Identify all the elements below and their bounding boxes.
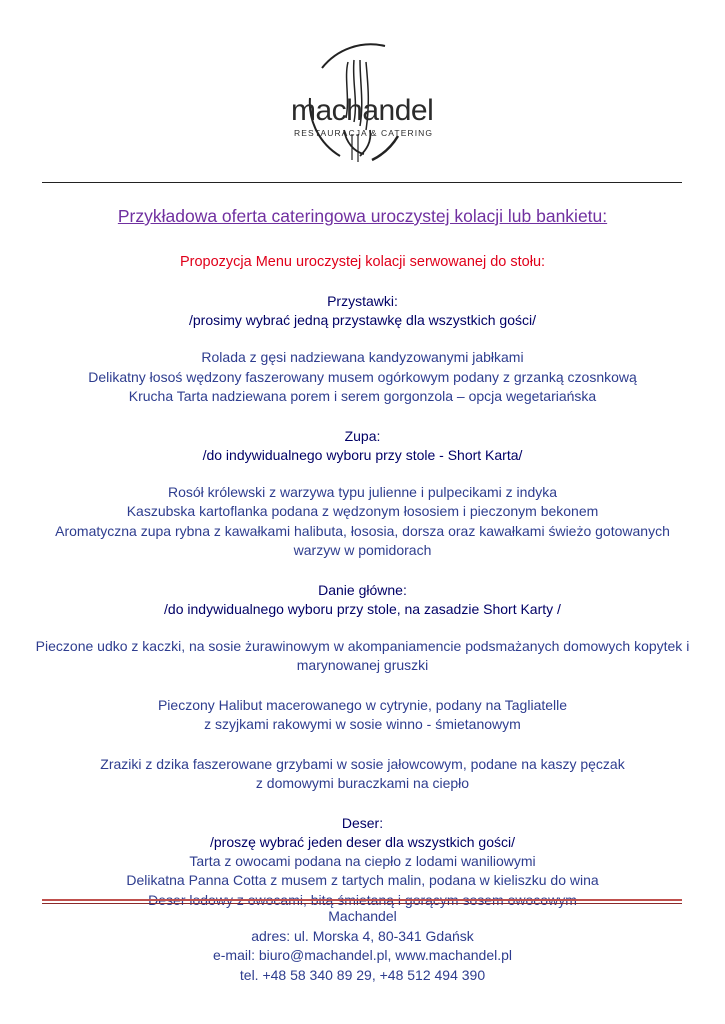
- menu-item: Krucha Tarta nadziewana porem i serem gorgonzola – opcja wegetariańska: [128, 388, 597, 404]
- section-heading: Przystawki:: [327, 293, 398, 309]
- menu-content: [30, 204, 695, 910]
- menu-item: warzyw w pomidorach: [293, 542, 432, 558]
- footer-address: adres: ul. Morska 4, 80-341 Gdańsk: [251, 927, 474, 944]
- menu-item: Delikatny łosoś wędzony faszerowany musem ogórkowym podany z grzanką czosnkową: [88, 368, 637, 385]
- menu-item: Zraziki z dzika faszerowane grzybami w sosie jałowcowym, podane na kaszy pęczak: [100, 755, 625, 772]
- footer: [30, 907, 695, 985]
- menu-item: marynowanej gruszki: [296, 657, 429, 673]
- section-note: /do indywidualnego wyboru przy stole, na zasadzie Short Karty /: [164, 600, 561, 617]
- menu-item: z domowymi buraczkami na ciepło: [255, 775, 470, 791]
- menu-item: Aromatyczna zupa rybna z kawałkami halibuta, łososia, dorsza oraz kawałkami świeżo gotowanych: [55, 522, 670, 539]
- footer-phone: tel. +48 58 340 89 29, +48 512 494 390: [239, 966, 486, 983]
- section-heading: Danie główne:: [318, 581, 407, 598]
- section-heading: Deser:: [341, 814, 384, 831]
- section-note: /proszę wybrać jeden deser dla wszystkich gości/: [209, 833, 516, 850]
- menu-item: Delikatna Panna Cotta z musem z tartych malin, podana w kieliszku do wina: [126, 872, 599, 888]
- footer-email-prefix: e-mail:: [212, 947, 259, 963]
- logo: [0, 38, 725, 168]
- menu-item: Rosół królewski z warzywa typu julienne i pulpecikami z indyka: [167, 483, 558, 500]
- section-starters: [30, 292, 695, 407]
- menu-item: z szyjkami rakowymi w sosie winno - śmietanowym: [204, 716, 521, 732]
- footer-separator: ,: [387, 947, 396, 963]
- section-soup: [30, 427, 695, 561]
- footer-email-line: [30, 946, 695, 966]
- menu-item: Pieczony Halibut macerowanego w cytrynie, podany na Tagliatelle: [157, 696, 568, 713]
- header-divider: [42, 182, 682, 183]
- section-dessert: [30, 814, 695, 911]
- menu-item: Deser lodowy z owocami, bitą śmietaną i gorącym sosem owocowym: [148, 891, 577, 908]
- section-main: [30, 581, 695, 794]
- footer-website-link[interactable]: www.machandel.pl: [395, 947, 513, 963]
- footer-email-link[interactable]: biuro@machandel.pl: [258, 947, 388, 963]
- page-title: Przykładowa oferta cateringowa uroczystej kolacji lub bankietu:: [117, 206, 608, 226]
- section-note: /do indywidualnego wyboru przy stole - Short Karta/: [202, 446, 523, 463]
- footer-divider: [42, 899, 682, 901]
- menu-item: Rolada z gęsi nadziewana kandyzowanymi jabłkami: [201, 349, 524, 365]
- footer-company-name: Machandel: [328, 908, 397, 924]
- section-note: /prosimy wybrać jedną przystawkę dla wszystkich gości/: [188, 312, 536, 328]
- menu-proposal-heading: Propozycja Menu uroczystej kolacji serwowanej do stołu:: [179, 254, 546, 270]
- menu-item: Kaszubska kartoflanka podana z wędzonym łososiem i pieczonym bekonem: [126, 503, 599, 519]
- footer-divider-thin: [42, 903, 682, 904]
- logo-subtitle: RESTAURACJA & CATERING: [294, 128, 434, 138]
- menu-item: Tarta z owocami podana na ciepło z lodami waniliowymi: [189, 852, 536, 869]
- section-heading: Zupa:: [344, 427, 381, 444]
- menu-item: Pieczone udko z kaczki, na sosie żurawinowym w akompaniamencie podsmażanych domowych kopytek i: [35, 637, 690, 654]
- logo-name: machandel: [291, 94, 434, 127]
